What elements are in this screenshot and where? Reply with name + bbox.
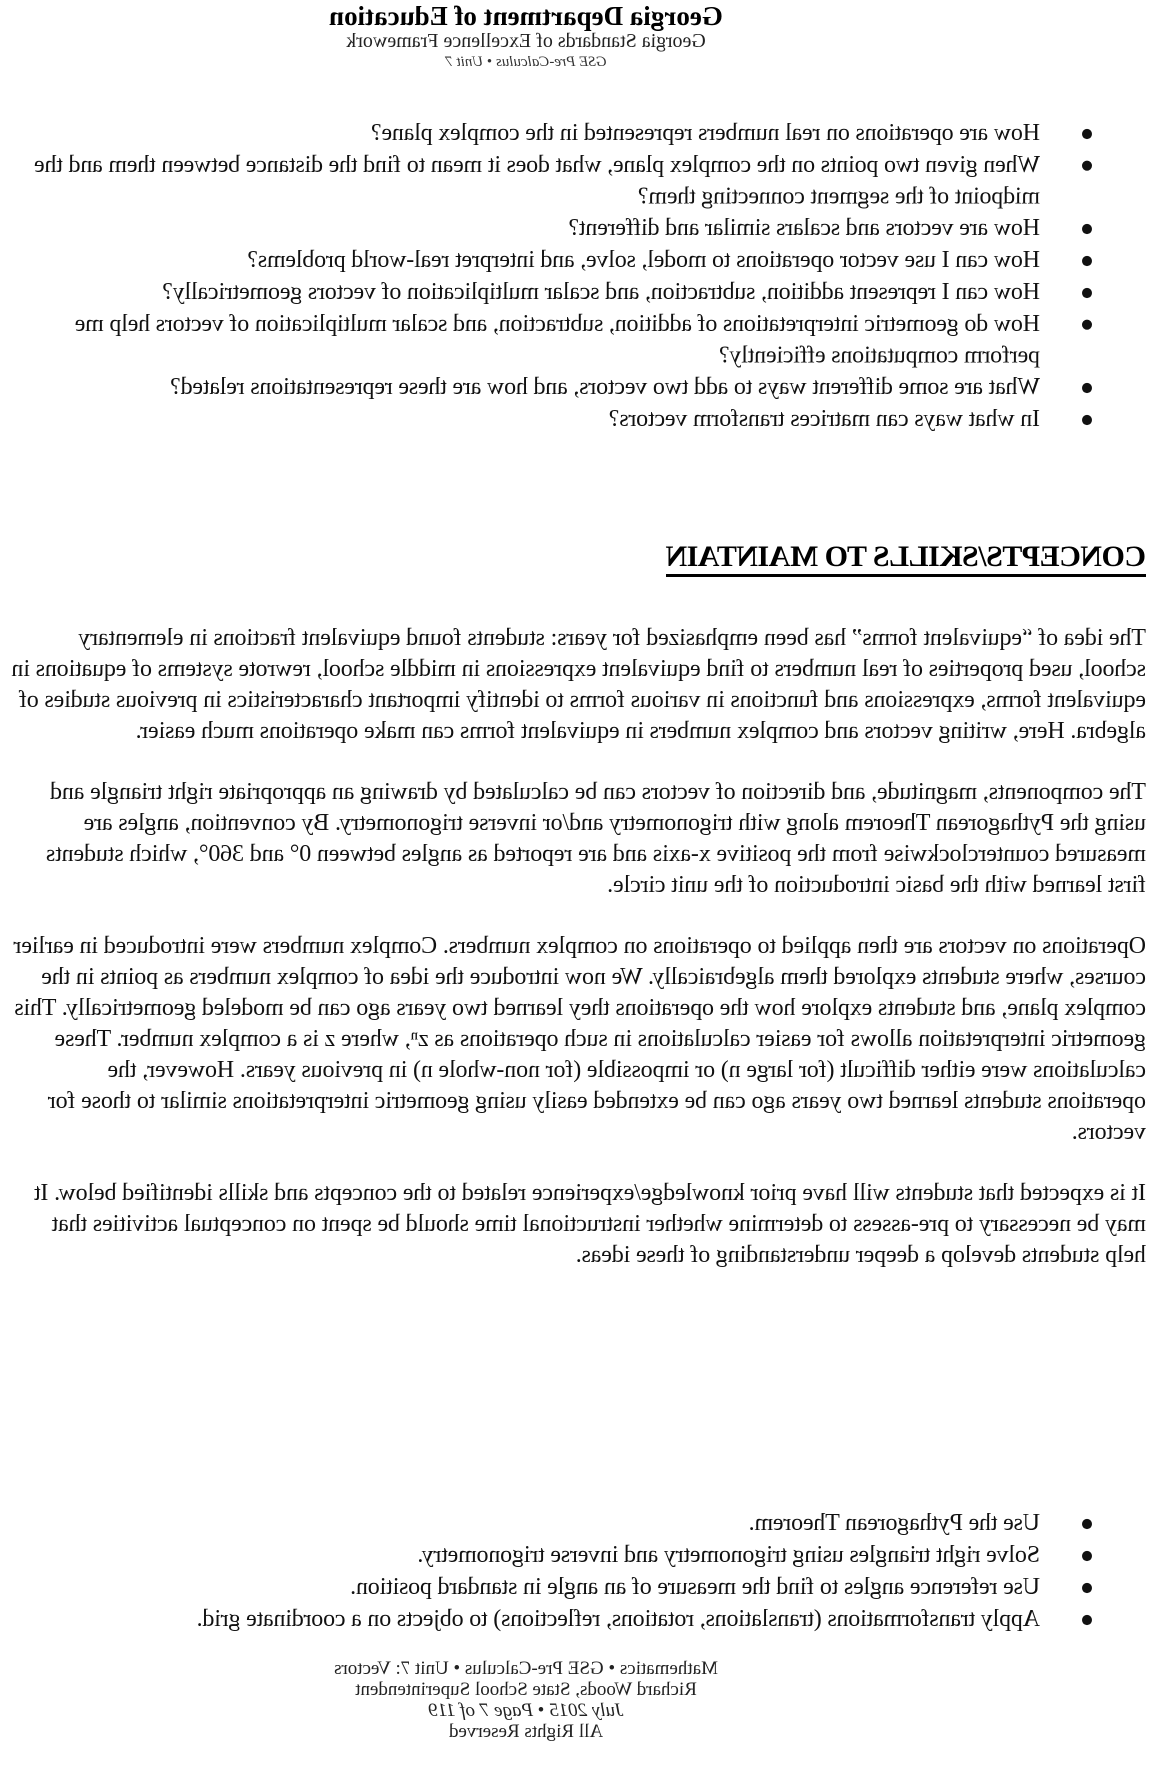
list-item: How are vectors and scalars similar and different?	[0, 213, 1096, 245]
paragraph-vector-components: The components, magnitude, and direction of vectors can be calculated by drawing an appropriate right triangle and using the Pythagorean Theorem along with trigonometry and/or inverse trigonometry. By convention, angles are measured counterclockwise from the positive x-axis and are reported as angles between 0° and 360°, which students first learned with the basic introduction of the unit circle.	[46, 779, 1146, 898]
list-item: Solve right triangles using trigonometry and inverse trigonometry.	[0, 1540, 1096, 1572]
list-item: Use the Pythagorean Theorem.	[0, 1508, 1096, 1540]
bullet-icon	[1082, 1551, 1092, 1561]
list-item: How can I represent addition, subtraction, and scalar multiplication of vectors geometrically?	[0, 277, 1096, 309]
bullet-icon	[1082, 320, 1092, 330]
footer-superintendent-line: Richard Woods, State School Superintendent	[355, 1679, 697, 1700]
bullet-icon	[1082, 1615, 1092, 1625]
footer-page-number: July 2015 • Page 7 of 119	[428, 1700, 624, 1721]
bullet-icon	[1082, 129, 1092, 139]
list-item: Apply transformations (translations, rotations, reflections) to objects on a coordinate grid.	[0, 1604, 1096, 1636]
list-item: What are some different ways to add two vectors, and how are these representations related?	[0, 372, 1096, 404]
list-item: How can I use vector operations to model, solve, and interpret real-world problems?	[0, 245, 1096, 277]
organization-title: Georgia Department of Education	[329, 1, 723, 31]
framework-subtitle: Georgia Standards of Excellence Framework	[346, 30, 706, 52]
list-item: In what ways can matrices transform vectors?	[0, 404, 1096, 436]
list-item: Use reference angles to find the measure of an angle in standard position.	[0, 1572, 1096, 1604]
skills-list	[0, 1508, 1096, 1636]
bullet-icon	[1082, 1583, 1092, 1593]
page-footer	[0, 1658, 1152, 1742]
bullet-icon	[1082, 415, 1092, 425]
list-item: How do geometric interpretations of addition, subtraction, and scalar multiplication of vectors help me perform computations efficiently?	[0, 308, 1096, 371]
essential-questions-list	[0, 118, 1096, 436]
paragraph-prior-knowledge: It is expected that students will have prior knowledge/experience related to the concepts and skills identified below. It may be necessary to pre-assess to determine whether instructional time should be spent on conceptual activities that help students develop a deeper understanding of these ideas.	[34, 1180, 1146, 1268]
bullet-icon	[1082, 224, 1092, 234]
section-heading: CONCEPTS/SKILLS TO MAINTAIN	[0, 540, 1152, 574]
bullet-icon	[1082, 256, 1092, 266]
bullet-icon	[1082, 1519, 1092, 1529]
bullet-icon	[1082, 383, 1092, 393]
list-item: When given two points on the complex plane, what does it mean to find the distance between them and the midpoint of the segment connecting them?	[0, 149, 1096, 212]
footer-course-line: Mathematics • GSE Pre-Calculus • Unit 7: Vectors	[334, 1658, 718, 1679]
list-item: How are operations on real numbers represented in the complex plane?	[0, 118, 1096, 150]
footer-rights-line: All Rights Reserved	[448, 1721, 604, 1742]
paragraph-complex-numbers: Operations on vectors are then applied to operations on complex numbers. Complex numbers were introduced in earlier courses, where students explored them algebraically. We now introduce the idea of complex numbers as points in the complex plane, and students explore how the operations they learned two years ago can be modeled geometrically. This geometric interpretation allows for easier calculations in such operations as zⁿ, where z is a complex number. These calculations were either difficult (for large n) or impossible (for non-whole n) in previous years. However, the operations students learned two years ago can be extended easily using geometric interpretations similar to those for vectors.	[13, 933, 1146, 1145]
bullet-icon	[1082, 288, 1092, 298]
bullet-icon	[1082, 161, 1092, 171]
body-paragraphs	[6, 623, 1146, 1301]
page-header	[0, 2, 1152, 72]
paragraph-equivalent-forms: The idea of “equivalent forms” has been emphasized for years: students found equivalent fractions in elementary school, used properties of real numbers to find equivalent expressions in middle school, rewrote systems of equations in equivalent forms, expressions and functions in various forms to identify important characteristics in previous studies of algebra. Here, writing vectors and complex numbers in equivalent forms can make operations much easier.	[11, 625, 1146, 744]
course-unit-label: GSE Pre-Calculus • Unit 7	[445, 54, 607, 70]
